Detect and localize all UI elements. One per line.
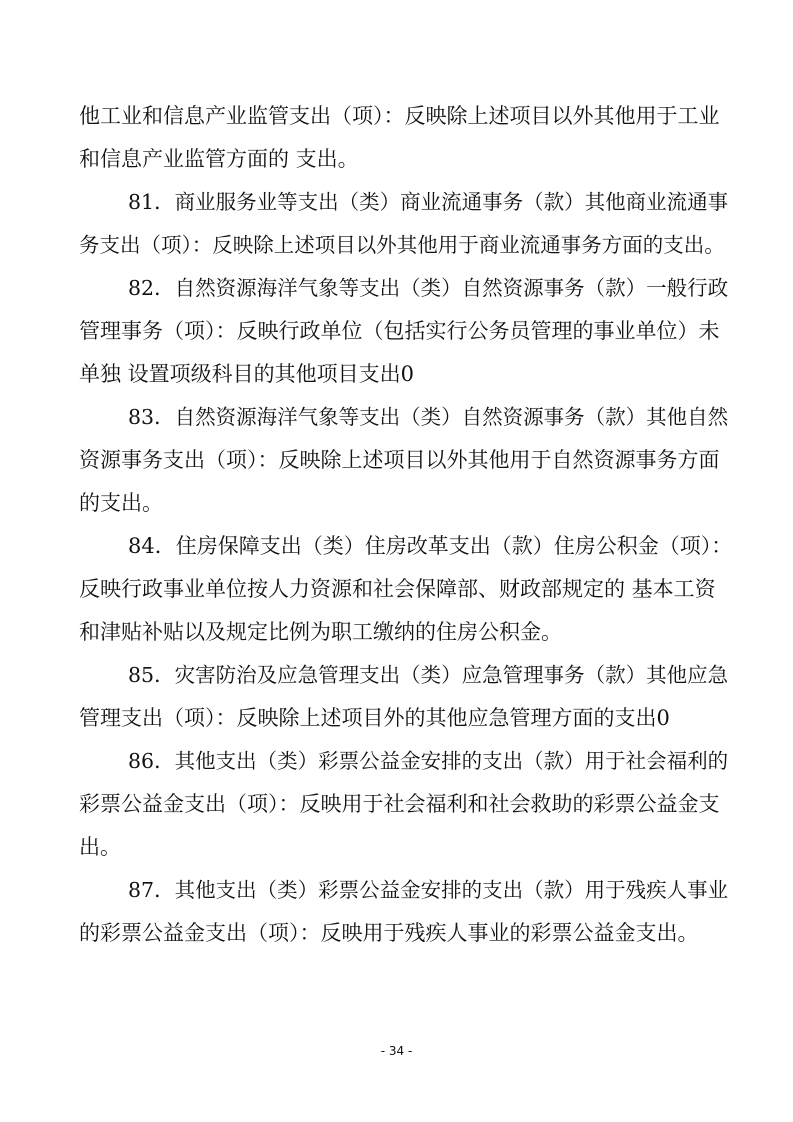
paragraph-87-start: 87．其他支出（类）彩票公益金安排的支出（款）用于残疾人事业 [128,878,729,902]
paragraph-81-start: 81．商业服务业等支出（类）商业流通事务（款）其他商业流通事 [128,190,729,214]
text-line: 的彩票公益金支出（项）：反映用于残疾人事业的彩票公益金支出。 [79,921,699,945]
text-line: 资源事务支出（项）：反映除上述项目以外其他用于自然资源事务方面 [79,448,720,472]
text-line: 彩票公益金支出（项）：反映用于社会福利和社会救助的彩票公益金支 [79,792,720,816]
paragraph-85-start: 85．灾害防治及应急管理支出（类）应急管理事务（款）其他应急 [128,663,729,687]
text-line: 的支出。 [79,491,163,515]
text-line: 出。 [79,835,121,859]
paragraph-84-start: 84．住房保障支出（类）住房改革支出（款）住房公积金（项）： [128,534,733,558]
text-line: 管理支出（项）：反映除上述项目外的其他应急管理方面的支出0 [79,706,670,730]
paragraph-86-start: 86．其他支出（类）彩票公益金安排的支出（款）用于社会福利的 [128,749,729,773]
text-line: 和信息产业监管方面的 支出。 [79,147,359,171]
text-line: 反映行政事业单位按人力资源和社会保障部、财政部规定的 基本工资 [79,577,716,601]
paragraph-83-start: 83．自然资源海洋气象等支出（类）自然资源事务（款）其他自然 [128,405,729,429]
page-number: - 34 - [380,1044,413,1058]
text-line: 务支出（项）：反映除上述项目以外其他用于商业流通事务方面的支出。 [79,233,725,257]
text-line: 和津贴补贴以及规定比例为职工缴纳的住房公积金。 [79,620,562,644]
paragraph-82-start: 82．自然资源海洋气象等支出（类）自然资源事务（款）一般行政 [128,276,729,300]
text-line: 单独 设置项级科目的其他项目支出0 [79,362,415,386]
text-line: 管理事务（项）：反映行政单位（包括实行公务员管理的事业单位）未 [79,319,720,343]
text-line: 他工业和信息产业监管支出（项）：反映除上述项目以外其他用于工业 [79,104,720,128]
